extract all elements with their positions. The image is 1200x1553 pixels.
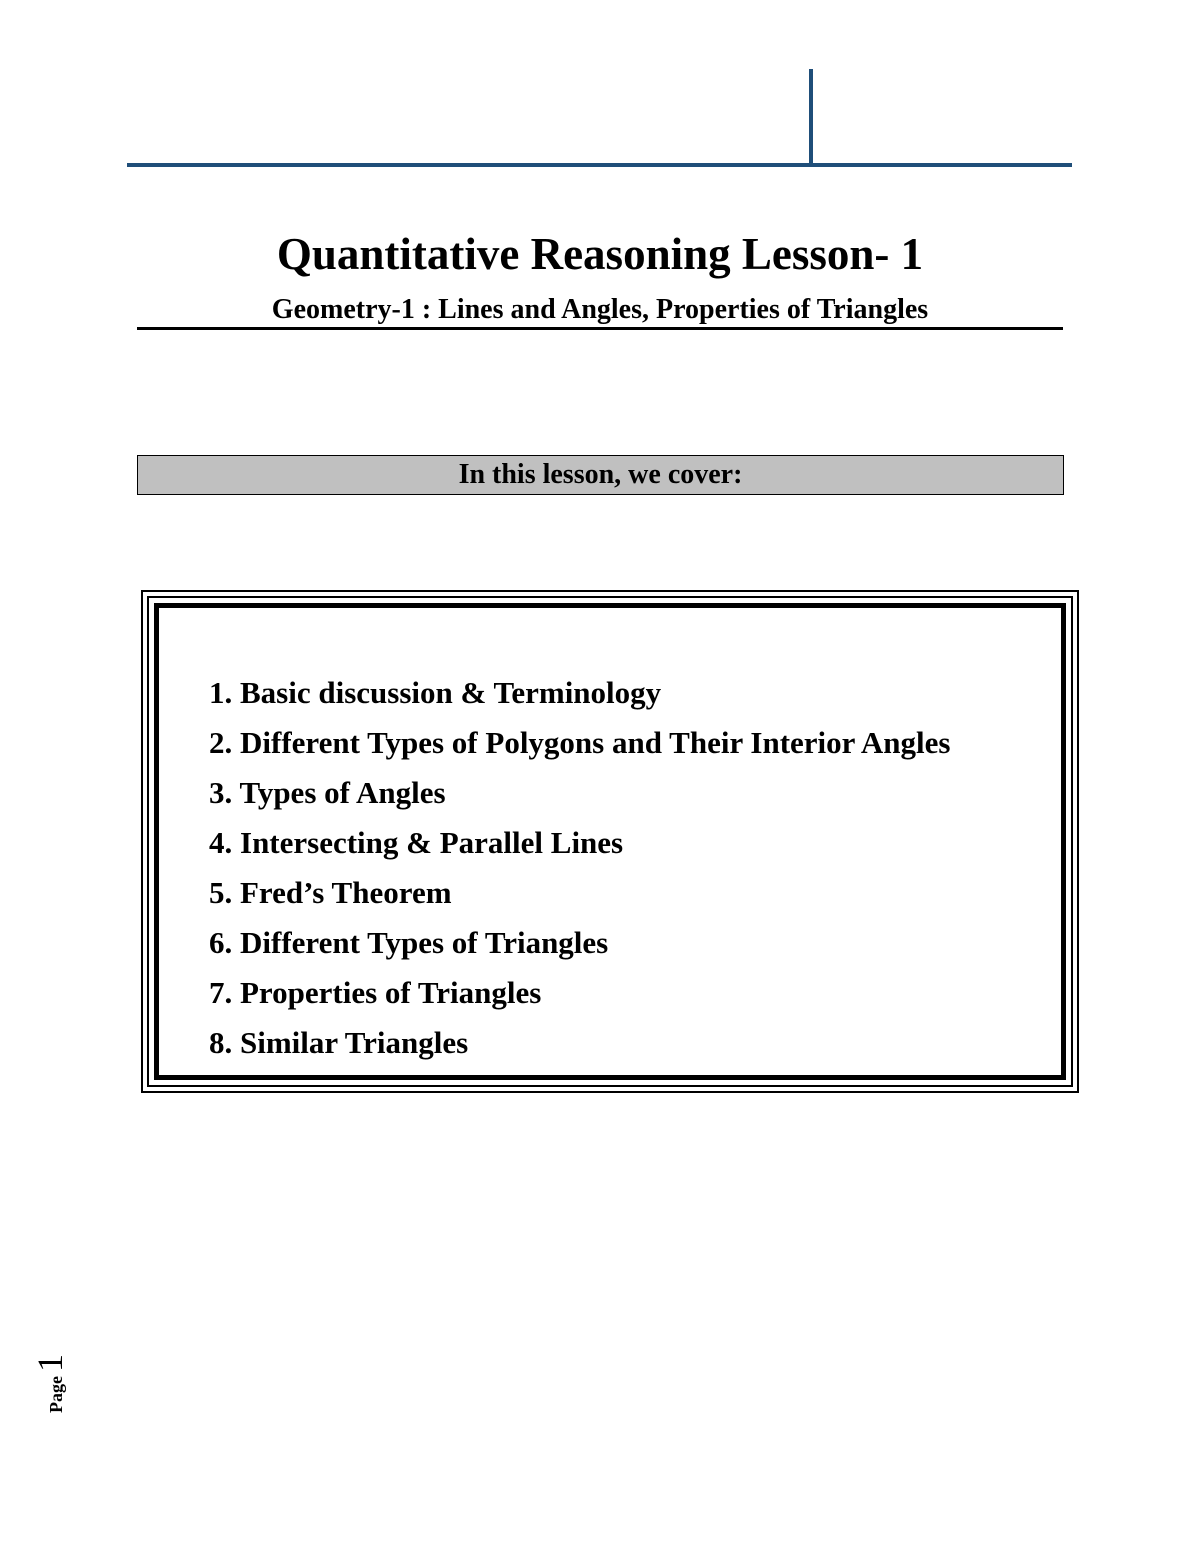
topic-list	[209, 668, 950, 1068]
topic-item: 7. Properties of Triangles	[209, 975, 542, 1010]
cover-heading-bar: In this lesson, we cover:	[137, 455, 1064, 495]
page-number-label	[29, 1333, 95, 1413]
document-subtitle: Geometry-1 : Lines and Angles, Properties of Triangles	[271, 294, 929, 325]
page-number: 1	[30, 1354, 70, 1373]
header-vertical-rule	[809, 69, 813, 165]
topic-item: 8. Similar Triangles	[209, 1025, 469, 1060]
topic-item: 1. Basic discussion & Terminology	[209, 675, 662, 710]
topic-list-box	[141, 590, 1079, 1093]
header-horizontal-rule	[127, 163, 1072, 167]
topic-box-middle-border	[147, 596, 1073, 1087]
topic-item: 6. Different Types of Triangles	[209, 925, 609, 960]
topic-item: 5. Fred’s Theorem	[209, 875, 452, 910]
topic-item: 3. Types of Angles	[209, 775, 446, 810]
topic-box-inner-border	[154, 603, 1066, 1080]
page-word: Page	[46, 1376, 66, 1413]
title-underline	[137, 327, 1063, 330]
topic-item: 4. Intersecting & Parallel Lines	[209, 825, 624, 860]
topic-item: 2. Different Types of Polygons and Their Interior Angles	[209, 725, 951, 760]
document-title: Quantitative Reasoning Lesson- 1	[276, 229, 924, 279]
